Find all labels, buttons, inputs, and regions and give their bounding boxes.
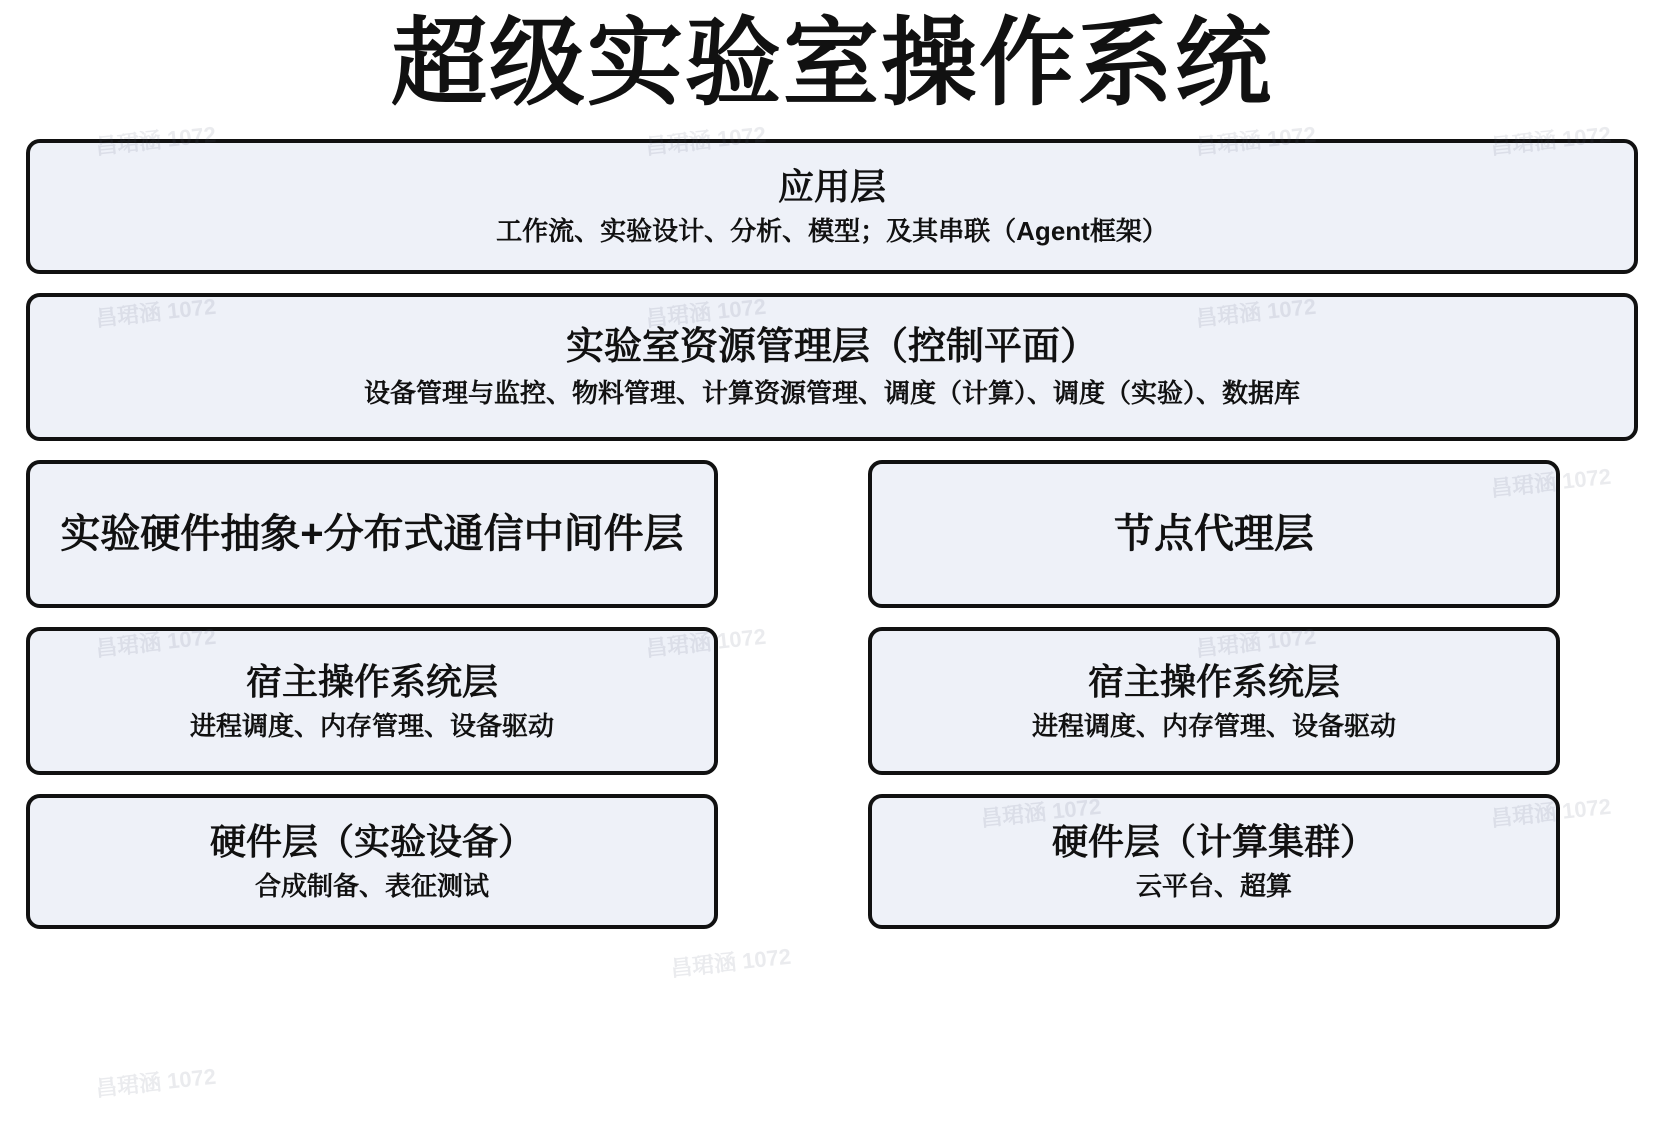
layer-title: 节点代理层 [1114,512,1314,557]
layer-subtitle: 进程调度、内存管理、设备驱动 [189,710,554,741]
layer-title: 硬件层（计算集群） [1051,821,1376,863]
diagram-row-resource-management [26,293,1638,441]
diagram-row-host-os [26,627,1638,775]
watermark: 昌珺涵 1072 [94,1063,218,1102]
layer-title: 应用层 [777,166,886,208]
layer-box-application [26,139,1638,274]
layer-title: 宿主操作系统层 [245,660,498,702]
layer-box-host-os-left [26,627,718,775]
watermark: 1072 [1560,793,1613,824]
layer-box-host-os-right [868,627,1560,775]
watermark: 昌珺涵 1072 [669,943,793,982]
diagram-row-hardware [26,794,1638,929]
layer-box-hardware-compute [868,794,1560,929]
watermark: 1072 [715,623,768,654]
architecture-diagram [0,6,1664,1126]
layer-box-node-agent [868,460,1560,608]
layer-box-resource-management [26,293,1638,441]
layer-subtitle: 设备管理与监控、物料管理、计算资源管理、调度（计算）、调度（实验）、数据库 [363,378,1300,409]
layer-box-hardware-equipment [26,794,718,929]
layer-box-hardware-abstraction [26,460,718,608]
layer-subtitle: 合成制备、表征测试 [254,871,489,902]
diagram-row-middleware [26,460,1638,608]
page-title: 超级实验室操作系统 [391,10,1273,117]
layer-title: 宿主操作系统层 [1087,660,1340,702]
layer-subtitle: 进程调度、内存管理、设备驱动 [1031,710,1396,741]
diagram-row-application [26,139,1638,274]
layer-stack [26,139,1638,929]
layer-title: 实验硬件抽象+分布式通信中间件层 [60,512,684,557]
layer-title: 实验室资源管理层（控制平面） [565,325,1098,368]
layer-subtitle: 工作流、实验设计、分析、模型；及其串联（Agent框架） [496,216,1168,247]
layer-title: 硬件层（实验设备） [209,821,534,863]
watermark: 1072 [1560,463,1613,494]
layer-subtitle: 云平台、超算 [1135,871,1292,902]
